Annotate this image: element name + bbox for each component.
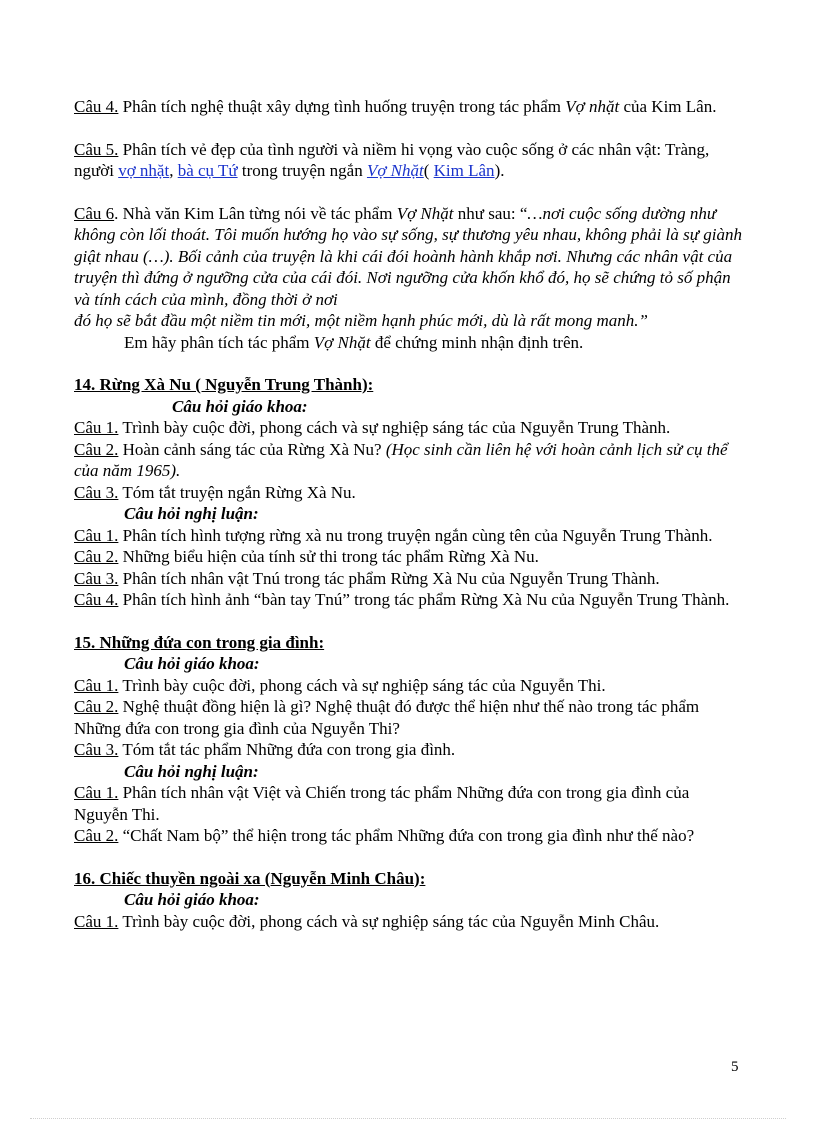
- question-paragraph: Câu 2. “Chất Nam bộ” thể hiện trong tác phẩm Những đứa con trong gia đình như thế nào?: [74, 826, 695, 845]
- subheading-textbook-questions: Câu hỏi giáo khoa:: [172, 396, 308, 416]
- question-paragraph: Câu 3. Tóm tắt tác phẩm Những đứa con trong gia đình.: [74, 740, 456, 759]
- author-quote: …nơi cuộc sống dường như không còn lối thoát. Tôi muốn hướng họ vào sự sống, sự thương yêu nhau, không phải là sự giành giật nhau (…). Bối cảnh của truyện là khi cái đói hoành hành khắp nơi. Nhưng các nhân vật của truyện thì đứng ở ngưỡng cửa của cái đói. Nơi ngưỡng cửa khốn khổ đó, họ sẽ chứng tỏ số phận và tính cách của mình, đồng thời ở nơi: [74, 203, 742, 309]
- question-paragraph: Câu 6. Nhà văn Kim Lân từng nói về tác phẩm Vợ Nhặt như sau: “…nơi cuộc sống dường như không còn lối thoát. Tôi muốn hướng họ vào sự sống, sự thương yêu nhau, không phải là sự giành giật nhau (…). Bối cảnh của truyện là khi cái đói hoành hành khắp nơi. Nhưng các nhân vật của truyện thì đứng ở ngưỡng cửa của cái đói. Nơi ngưỡng cửa khốn khổ đó, họ sẽ chứng tỏ số phận và tính cách của mình, đồng thời ở nơi: [74, 203, 742, 309]
- subheading-essay-questions: Câu hỏi nghị luận:: [124, 504, 259, 523]
- question-paragraph: Câu 4. Phân tích hình ảnh “bàn tay Tnú” trong tác phẩm Rừng Xà Nu của Nguyễn Trung Thành.: [74, 590, 730, 609]
- question-paragraph: Câu 2. Hoàn cảnh sáng tác của Rừng Xà Nu? (Học sinh cần liên hệ với hoàn cảnh lịch sử cụ thể của năm 1965).: [74, 439, 728, 480]
- question-label: Câu 2.: [74, 697, 119, 716]
- document-page: [74, 96, 742, 932]
- question-paragraph: Câu 1. Trình bày cuộc đời, phong cách và sự nghiệp sáng tác của Nguyễn Minh Châu.: [74, 911, 660, 931]
- question-label: Câu 3.: [74, 482, 119, 502]
- link-vo-nhat-title[interactable]: Vợ Nhặt: [366, 161, 424, 180]
- work-title: Vợ Nhặt: [313, 332, 371, 352]
- page-bottom-divider: [30, 1118, 786, 1119]
- question-paragraph: Câu 3. Phân tích nhân vật Tnú trong tác phẩm Rừng Xà Nu của Nguyễn Trung Thành.: [74, 568, 660, 588]
- section-heading-16: 16. Chiếc thuyền ngoài xa (Nguyễn Minh Châu):: [74, 868, 426, 888]
- link-vo-nhat[interactable]: vợ nhặt: [118, 161, 170, 180]
- question-label: Câu 1.: [74, 911, 119, 931]
- question-label: Câu 6: [74, 203, 115, 223]
- question-paragraph: Câu 2. Những biểu hiện của tính sử thi trong tác phẩm Rừng Xà Nu.: [74, 547, 539, 566]
- link-kim-lan[interactable]: Kim Lân: [433, 161, 495, 180]
- question-label: Câu 4.: [74, 590, 119, 609]
- work-title: Vợ nhặt: [565, 97, 620, 116]
- question-label: Câu 2.: [74, 547, 119, 566]
- question-paragraph: Câu 2. Nghệ thuật đồng hiện là gì? Nghệ thuật đó được thể hiện như thế nào trong tác phẩm Những đứa con trong gia đình của Nguyễn Thi?: [74, 697, 700, 738]
- question-label: Câu 1.: [74, 525, 119, 545]
- question-label: Câu 2.: [74, 439, 119, 459]
- question-label: Câu 3.: [74, 740, 119, 759]
- question-label: Câu 2.: [74, 826, 119, 845]
- section-heading-14: 14. Rừng Xà Nu ( Nguyễn Trung Thành):: [74, 375, 374, 394]
- question-paragraph: Câu 1. Trình bày cuộc đời, phong cách và sự nghiệp sáng tác của Nguyễn Trung Thành.: [74, 418, 671, 437]
- question-label: Câu 4.: [74, 97, 119, 116]
- question-paragraph: Câu 4. Phân tích nghệ thuật xây dựng tình huống truyện trong tác phẩm Vợ nhặt của Kim Lân.: [74, 97, 717, 116]
- question-note: (Học sinh cần liên hệ với hoàn cảnh lịch sử cụ thể của năm 1965).: [74, 439, 728, 480]
- subheading-textbook-questions: Câu hỏi giáo khoa:: [124, 890, 260, 909]
- question-paragraph: Câu 5. Phân tích vẻ đẹp của tình người và niềm hi vọng vào cuộc sống ở các nhân vật: Tràng, người vợ nhặt, bà cụ Tứ trong truyện ngắn Vợ Nhặt( Kim Lân).: [74, 139, 710, 180]
- question-paragraph: Câu 3. Tóm tắt truyện ngắn Rừng Xà Nu.: [74, 482, 356, 502]
- section-heading-15: 15. Những đứa con trong gia đình:: [74, 632, 325, 652]
- question-label: Câu 1.: [74, 418, 119, 437]
- subheading-textbook-questions: Câu hỏi giáo khoa:: [124, 654, 260, 673]
- question-paragraph: Câu 1. Phân tích hình tượng rừng xà nu trong truyện ngắn cùng tên của Nguyễn Trung Thành.: [74, 525, 713, 545]
- question-label: Câu 1.: [74, 675, 119, 695]
- question-task: Em hãy phân tích tác phẩm Vợ Nhặt để chứng minh nhận định trên.: [124, 332, 584, 352]
- page-number: 5: [731, 1059, 739, 1075]
- author-quote-end: đó họ sẽ bắt đầu một niềm tin mới, một niềm hạnh phúc mới, dù là rất mong manh.”: [74, 311, 648, 330]
- work-title: Vợ Nhặt: [396, 203, 454, 223]
- question-paragraph: Câu 1. Phân tích nhân vật Việt và Chiến trong tác phẩm Những đứa con trong gia đình của Nguyễn Thi.: [74, 783, 690, 824]
- question-label: Câu 5.: [74, 139, 119, 159]
- link-ba-cu-tu[interactable]: bà cụ Tứ: [177, 161, 238, 180]
- question-label: Câu 1.: [74, 783, 119, 802]
- question-label: Câu 3.: [74, 568, 119, 588]
- question-paragraph: Câu 1. Trình bày cuộc đời, phong cách và sự nghiệp sáng tác của Nguyễn Thi.: [74, 675, 606, 695]
- subheading-essay-questions: Câu hỏi nghị luận:: [124, 761, 259, 781]
